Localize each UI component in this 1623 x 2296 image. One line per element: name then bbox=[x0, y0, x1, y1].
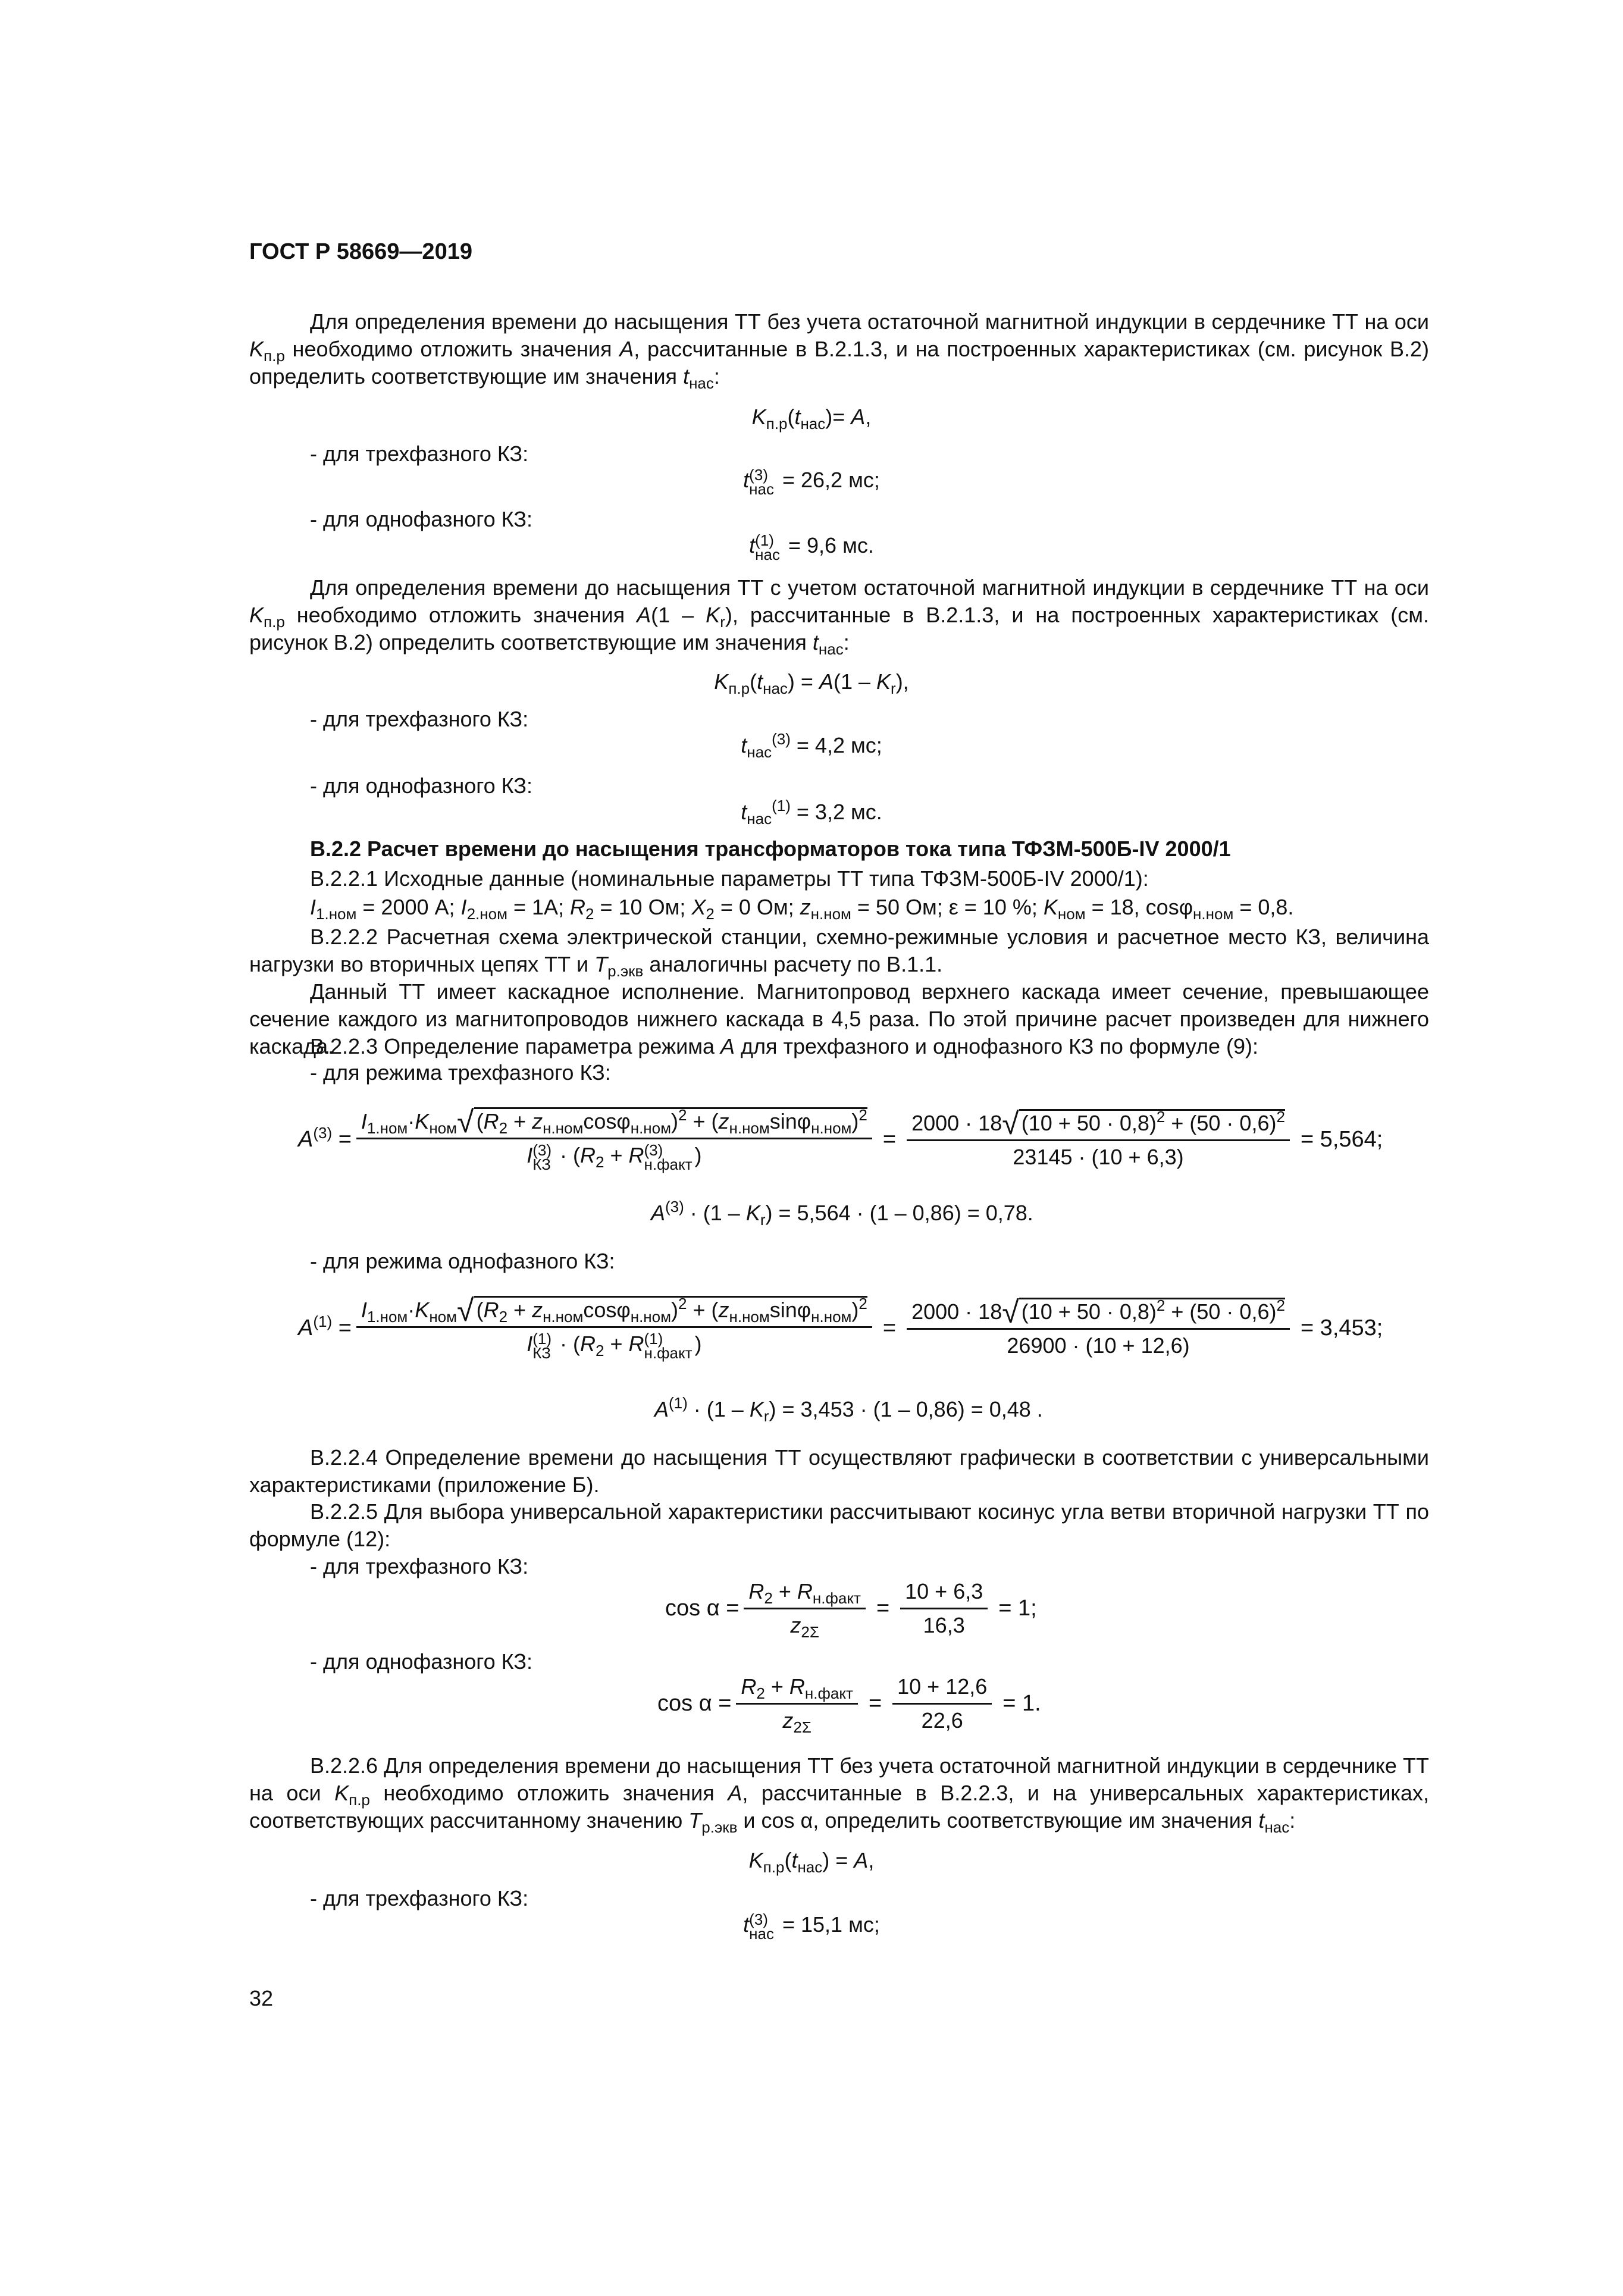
formula-kpr-a-universal: $K_{п.р}(t_{нас}) = A$, bbox=[748, 1848, 875, 1876]
label-three-phase: - для трехфазного КЗ: bbox=[310, 441, 529, 466]
equation-a3-residual: $A^{(3)} \cdot (1 - K_r) = 5,564 \cdot (1 - 0,86) = 0,78$. bbox=[651, 1198, 1033, 1229]
formula-tsat-1: t (1) нас = 9,6 мс. bbox=[749, 531, 874, 563]
fraction-values: $\frac{2000 \cdot 18√ (10 + 50 \cdot 0,8)^2 + (50 \cdot 0,6)^2}{26900 \cdot (10 + 12,6)}$ bbox=[907, 1298, 1290, 1358]
fraction-general: $I_{1.ном}\cdot K_{ном}√$ $(R_2 + z_{н.ном}\cos\varphi_{н.ном})^2 + (z_{н.ном}\sin\varphi_{н.ном})^2$ I (3) КЗ · ($R_2 + R$ (3) н.факт ) bbox=[356, 1107, 872, 1172]
label-three-phase-mode: - для режима трехфазного КЗ: bbox=[310, 1060, 611, 1085]
label-three-phase: - для трехфазного КЗ: bbox=[310, 1886, 529, 1910]
equation-lhs: $A^{(1)}$ = bbox=[298, 1312, 352, 1340]
equation-cos-one-phase: cos α = $\frac{R_2 + R_{н.факт}}{z_{2\Sigma}}$ = $\frac{10 + 12,6}{22,6}$ = 1. bbox=[657, 1674, 1041, 1736]
formula-tsat-3-universal: t (3) нас = 15,1 мс; bbox=[743, 1910, 880, 1943]
formula-tsat-3: t (3) нас = 26,2 мс; bbox=[743, 466, 880, 498]
paragraph-b221: В.2.2.1 Исходные данные (номинальные параметры ТТ типа ТФЗМ-500Б-IV 2000/1): bbox=[310, 866, 1149, 891]
label-one-phase-mode: - для режима однофазного КЗ: bbox=[310, 1249, 615, 1273]
formula-tsat-1-remanence: $t_{нас}^{(1)} = 3,2$ мс. bbox=[741, 797, 882, 828]
fraction-values: $\frac{2000 \cdot 18√ (10 + 50 \cdot 0,8)^2 + (50 \cdot 0,6)^2}{23145 \cdot (10 + 6,3)}$ bbox=[907, 1109, 1290, 1170]
paragraph-b222: В.2.2.2 Расчетная схема электрической станции, схемно-режимные условия и расчетное место КЗ, величина нагрузки во вторичных цепях ТТ и $T_{p.экв}$ аналогичны расчету по В.1.1. bbox=[249, 925, 1429, 980]
page-number: 32 bbox=[249, 1986, 274, 2010]
equation-a1: $A^{(1)}$ = $I_{1.ном}\cdot K_{ном}√$ $(R_2 + z_{н.ном}\cos\varphi_{н.ном})^2 + (z_{н.ном}\sin\varphi_{н.ном})^2$ I (1) КЗ · ($R_2 + R$ (1) н.факт ) = $\frac{2000 \cdot 18√ (10 + 50 \cdot 0,8)^2 + (50 \cdot 0,6)^2}{26900 \cdot (10 + 12,6)}$ = 3,453; bbox=[298, 1293, 1383, 1362]
paragraph-b223: В.2.2.3 Определение параметра режима A для трехфазного и однофазного КЗ по формуле (9): bbox=[310, 1034, 1258, 1058]
equation-lhs: $A^{(3)}$ = bbox=[298, 1123, 352, 1152]
label-one-phase: - для однофазного КЗ: bbox=[310, 1649, 532, 1674]
paragraph-saturation-no-remanence: Для определения времени до насыщения ТТ без учета остаточной магнитной индукции в сердечнике ТТ на оси $K_{п.р}$ необходимо отложить значения A, рассчитанные в В.2.1.3, и на построенных характеристиках (см. рисунок В.2) определить соответствующие им значения $t_{нас}$: bbox=[249, 309, 1429, 392]
label-three-phase: - для трехфазного КЗ: bbox=[310, 1554, 529, 1578]
section-heading-b22: В.2.2 Расчет времени до насыщения трансформаторов тока типа ТФЗМ-500Б-IV 2000/1 bbox=[310, 837, 1231, 861]
label-three-phase: - для трехфазного КЗ: bbox=[310, 707, 529, 731]
paragraph-cascade: Данный ТТ имеет каскадное исполнение. Магнитопровод верхнего каскада имеет сечение, превышающее сечение каждого из магнитопроводов нижнего каскада в 4,5 раза. По этой причине расчет произведен для нижнего каскада. bbox=[249, 979, 1429, 1058]
equation-a3: $A^{(3)}$ = $I_{1.ном}\cdot K_{ном}√$ $(R_2 + z_{н.ном}\cos\varphi_{н.ном})^2 + (z_{н.ном}\sin\varphi_{н.ном})^2$ I (3) КЗ · ($R_2 + R$ (3) н.факт ) = $\frac{2000 \cdot 18√ (10 + 50 \cdot 0,8)^2 + (50 \cdot 0,6)^2}{23145 \cdot (10 + 6,3)}$ = 5,564; bbox=[298, 1105, 1383, 1173]
formula-tsat-3-remanence: $t_{нас}^{(3)} = 4,2$ мс; bbox=[741, 730, 882, 761]
equation-a1-residual: $A^{(1)} \cdot (1 - K_r) = 3,453 \cdot (1 - 0,86) = 0,48$ . bbox=[654, 1394, 1043, 1425]
paragraph-b226: В.2.2.6 Для определения времени до насыщения ТТ без учета остаточной магнитной индукции в сердечнике ТТ на оси $K_{п.р}$ необходимо отложить значения A, рассчитанные в В.2.2.3, и на универсальных характеристиках, соответствующих рассчитанному значению $T_{p.экв}$ и cos α, определить соответствующие им значения $t_{нас}$: bbox=[249, 1753, 1429, 1836]
formula-kpr-a: $K_{п.р}(t_{нас})= A$, bbox=[751, 405, 872, 433]
formula-kpr-a-remanence: $K_{п.р}(t_{нас}) = A(1 - K_r)$, bbox=[714, 669, 909, 697]
paragraph-saturation-with-remanence: Для определения времени до насыщения ТТ с учетом остаточной магнитной индукции в сердечнике ТТ на оси $K_{п.р}$ необходимо отложить значения $A(1 - K_r)$, рассчитанные в В.2.1.3, и на построенных характеристиках (см. рисунок В.2) определить соответствующие им значения $t_{нас}$: bbox=[249, 575, 1429, 658]
equation-cos-three-phase: cos α = $\frac{R_2 + R_{н.факт}}{z_{2\Sigma}}$ = $\frac{10 + 6,3}{16,3}$ = 1; bbox=[665, 1578, 1037, 1641]
label-one-phase: - для однофазного КЗ: bbox=[310, 773, 532, 798]
paragraph-b224: В.2.2.4 Определение времени до насыщения ТТ осуществляют графически в соответствии с универсальными характеристиками (приложение Б). bbox=[249, 1445, 1429, 1497]
paragraph-b225: В.2.2.5 Для выбора универсальной характеристики рассчитывают косинус угла ветви вторичной нагрузки ТТ по формуле (12): bbox=[249, 1499, 1429, 1551]
fraction-general: $I_{1.ном}\cdot K_{ном}√$ $(R_2 + z_{н.ном}\cos\varphi_{н.ном})^2 + (z_{н.ном}\sin\varphi_{н.ном})^2$ I (1) КЗ · ($R_2 + R$ (1) н.факт ) bbox=[356, 1296, 872, 1360]
nominal-parameters: $I_{1.ном} = 2000$ А; $I_{2.ном} = 1А$; $R_2 = 10$ Ом; $X_2 = 0$ Ом; $z_{н.ном} = 50$ Ом; ε = 10 %; $K_{ном} = 18$, cosφ$_{н.ном}$ = 0,8. bbox=[310, 895, 1294, 923]
label-one-phase: - для однофазного КЗ: bbox=[310, 507, 532, 531]
document-header: ГОСТ Р 58669—2019 bbox=[249, 239, 472, 264]
